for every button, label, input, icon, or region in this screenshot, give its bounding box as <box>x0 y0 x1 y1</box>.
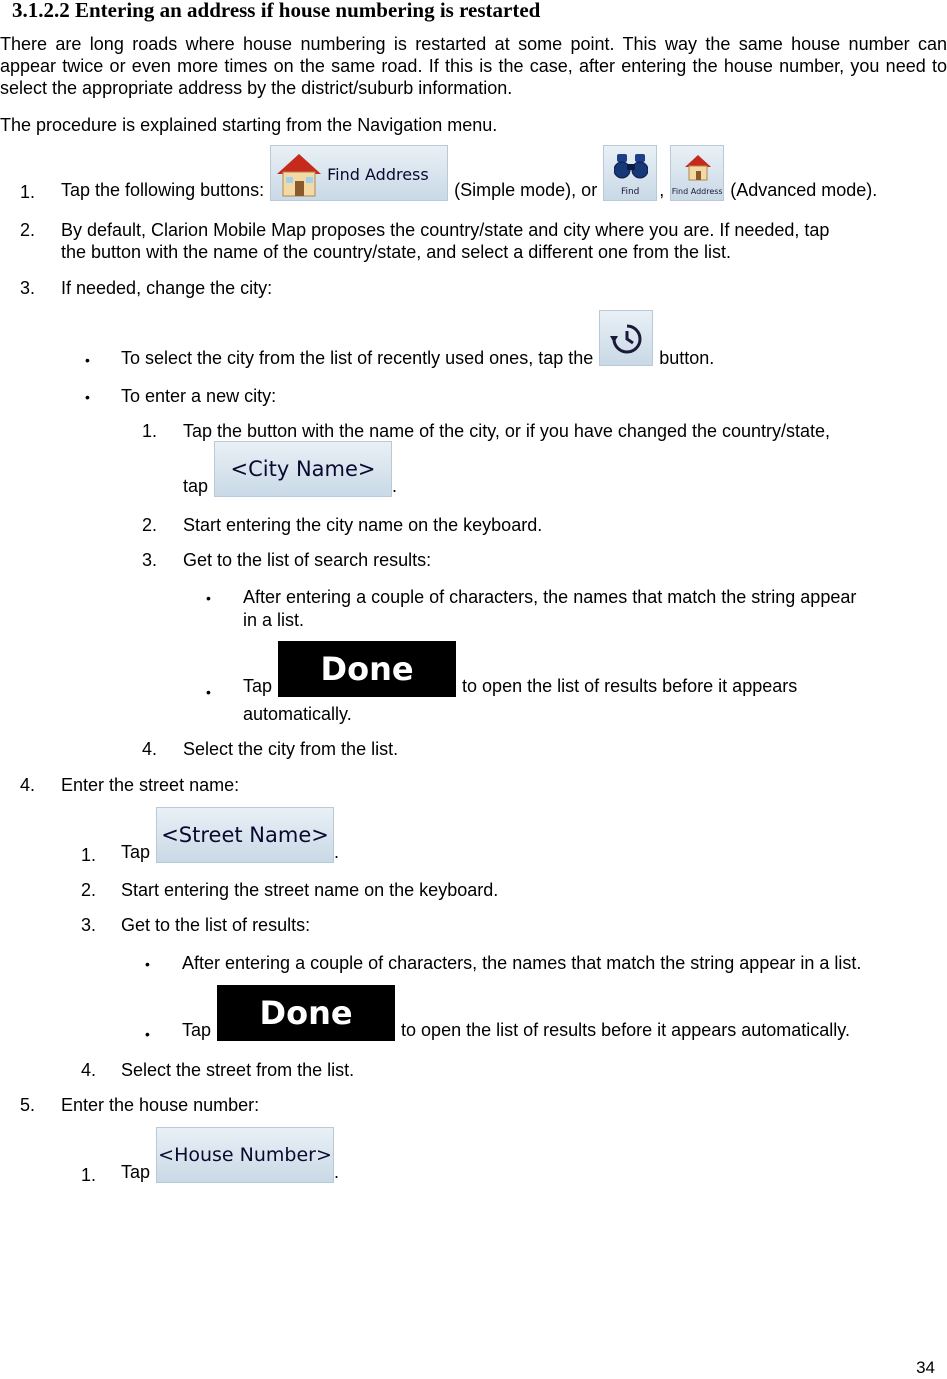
period: . <box>392 476 398 496</box>
substep-city-2: Start entering the city name on the keyboard. <box>183 515 543 535</box>
bullet: • <box>145 1026 150 1042</box>
substep-number: 1. <box>81 1165 97 1185</box>
substep-number: 3. <box>81 915 97 935</box>
city-done-text: to open the list of results before it appears <box>462 676 798 696</box>
step-1-text-mid: (Simple mode), or <box>454 180 598 200</box>
bullet: • <box>145 956 150 972</box>
substep-number: 1. <box>142 421 158 441</box>
find-label: Find <box>620 187 640 197</box>
recent-cities-text-post: button. <box>659 348 715 368</box>
step-1-text-post: (Advanced mode). <box>730 180 878 200</box>
done-label: Done <box>259 994 353 1032</box>
house-icon <box>273 148 325 200</box>
city-results-auto-line1: After entering a couple of characters, the names that match the string appear <box>243 587 857 607</box>
step-number: 4. <box>20 775 36 795</box>
substep-street-2: Start entering the street name on the keyboard. <box>121 880 499 900</box>
substep-number: 4. <box>142 739 158 759</box>
bullet: • <box>206 684 211 700</box>
binoculars-icon <box>614 152 648 180</box>
city-name-label: <City Name> <box>230 457 376 481</box>
recent-cities-text: To select the city from the list of recently used ones, tap the <box>121 348 594 368</box>
street-name-button[interactable] <box>156 807 334 863</box>
new-city-item: To enter a new city: <box>121 386 277 406</box>
substep-street-4: Select the street from the list. <box>121 1060 355 1080</box>
substep-city-1-line2 <box>183 441 397 497</box>
intro-paragraph: There are long roads where house numbering is restarted at some point. This way the same house number can appear twice or even more times on the same road. If this is the case, after entering the house number, you need to select the appropriate address by the district/suburb information. <box>0 34 947 98</box>
find-button[interactable] <box>603 145 657 201</box>
substep-number: 3. <box>142 550 158 570</box>
step-2-line1: By default, Clarion Mobile Map proposes the country/state and city where you are. If needed, tap <box>61 220 830 240</box>
period: . <box>334 842 340 862</box>
city-done-line2: automatically. <box>243 704 352 724</box>
find-address-small-button[interactable] <box>670 145 724 201</box>
done-label: Done <box>320 650 414 688</box>
tap-text: Tap <box>121 842 151 862</box>
street-results-auto: After entering a couple of characters, the names that match the string appear in a list. <box>182 953 862 973</box>
substep-city-4: Select the city from the list. <box>183 739 399 759</box>
substep-number: 2. <box>142 515 158 535</box>
recent-cities-item <box>121 310 714 366</box>
step-1-text: Tap the following buttons: <box>61 180 265 200</box>
substep-number: 2. <box>81 880 97 900</box>
period: . <box>334 1162 340 1182</box>
done-button[interactable] <box>278 641 456 697</box>
page-number: 34 <box>916 1358 935 1377</box>
step-2-line2: the button with the name of the country/state, and select a different one from the list. <box>61 242 732 262</box>
substep-number: 4. <box>81 1060 97 1080</box>
street-done-text: to open the list of results before it appears automatically. <box>401 1020 850 1040</box>
bullet: • <box>206 590 211 606</box>
step-number: 2. <box>20 220 36 240</box>
find-address-button[interactable] <box>270 145 448 201</box>
find-address-small-label: Find Address <box>671 187 723 196</box>
city-results-auto-line2: in a list. <box>243 610 305 630</box>
tap-text: Tap <box>121 1162 151 1182</box>
tap-text: tap <box>183 476 209 496</box>
bullet: • <box>85 389 90 405</box>
substep-street-3: Get to the list of results: <box>121 915 311 935</box>
substep-city-1-line1: Tap the button with the name of the city, or if you have changed the country/state, <box>183 421 831 441</box>
house-number-button[interactable] <box>156 1127 334 1183</box>
house-number-label: <House Number> <box>158 1144 332 1166</box>
procedure-paragraph: The procedure is explained starting from the Navigation menu. <box>0 115 498 135</box>
street-name-label: <Street Name> <box>161 823 329 847</box>
house-icon <box>683 152 713 182</box>
step-number: 1. <box>20 182 36 202</box>
substep-house-1 <box>121 1127 339 1183</box>
bullet: • <box>85 352 90 368</box>
city-name-button[interactable] <box>214 441 392 497</box>
substep-street-1 <box>121 807 339 863</box>
step-3: If needed, change the city: <box>61 278 273 298</box>
tap-text: Tap <box>243 676 273 696</box>
history-icon <box>609 321 645 357</box>
step-number: 5. <box>20 1095 36 1115</box>
substep-number: 1. <box>81 845 97 865</box>
step-number: 3. <box>20 278 36 298</box>
find-address-label: Find Address <box>327 165 429 184</box>
tap-text: Tap <box>182 1020 212 1040</box>
step-4: Enter the street name: <box>61 775 240 795</box>
city-done-item <box>243 641 797 697</box>
done-button[interactable] <box>217 985 395 1041</box>
recent-cities-button[interactable] <box>599 310 653 366</box>
substep-city-3: Get to the list of search results: <box>183 550 432 570</box>
section-heading: 3.1.2.2 Entering an address if house numbering is restarted <box>12 0 541 22</box>
street-done-item <box>182 985 850 1041</box>
comma: , <box>659 180 665 200</box>
step-5: Enter the house number: <box>61 1095 260 1115</box>
step-1 <box>61 145 877 201</box>
